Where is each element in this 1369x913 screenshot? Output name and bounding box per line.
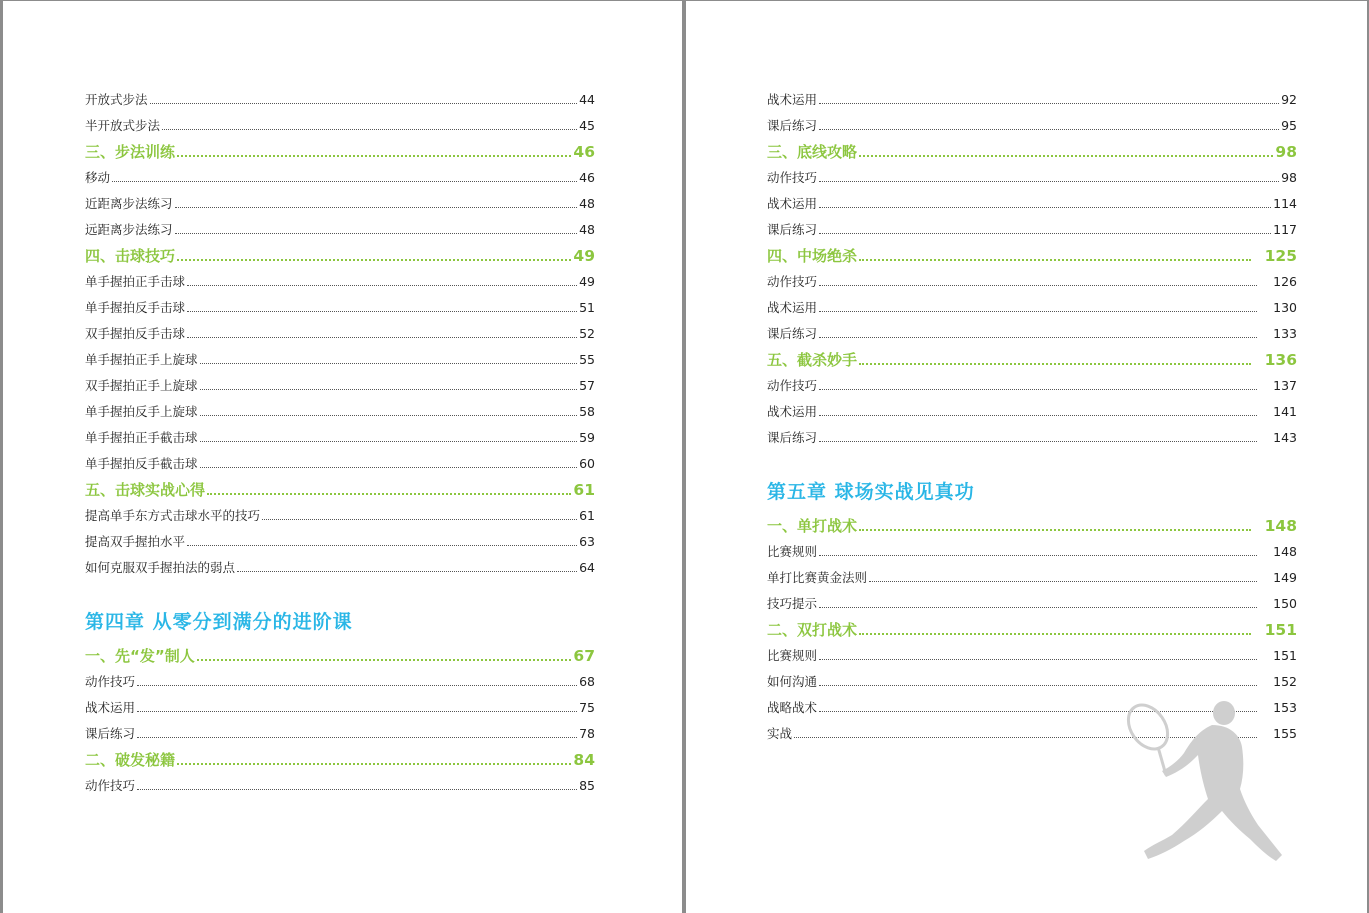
toc-entry-title: 一、单打战术 (767, 517, 858, 535)
toc-page-number: 46 (579, 170, 595, 185)
toc-entry-title: 远距离步法练习 (85, 222, 173, 237)
toc-page-number: 58 (579, 404, 595, 419)
toc-entry-title: 移动 (85, 170, 111, 185)
toc-entry-title: 课后练习 (767, 326, 818, 341)
toc-page-number: 155 (1273, 726, 1297, 741)
dot-leader (187, 310, 577, 312)
toc-entry-title: 技巧提示 (767, 596, 818, 611)
toc-entry-title: 四、中场绝杀 (767, 247, 858, 265)
toc-entry-title: 课后练习 (85, 726, 136, 741)
toc-page-number: 141 (1273, 404, 1297, 419)
toc-page-number: 51 (579, 300, 595, 315)
toc-page-number: 45 (579, 118, 595, 133)
toc-entry[interactable] (85, 191, 595, 217)
toc-entry[interactable] (85, 373, 595, 399)
toc-page-number: 68 (579, 674, 595, 689)
toc-entry[interactable] (767, 295, 1297, 321)
toc-entry-title: 课后练习 (767, 222, 818, 237)
dot-leader (200, 388, 578, 390)
toc-page-number: 137 (1273, 378, 1297, 393)
toc-page-number: 52 (579, 326, 595, 341)
toc-entry[interactable] (85, 399, 595, 425)
toc-page-number: 114 (1273, 196, 1297, 211)
toc-page-number: 49 (573, 247, 595, 265)
toc-page-number: 55 (579, 352, 595, 367)
dot-leader (859, 154, 1273, 157)
toc-entry[interactable] (767, 565, 1297, 591)
toc-entry[interactable] (767, 373, 1297, 399)
toc-page-number: 85 (579, 778, 595, 793)
toc-page-number: 46 (573, 143, 595, 161)
toc-entry[interactable] (85, 347, 595, 373)
toc-entry-title: 动作技巧 (85, 674, 136, 689)
toc-entry-title: 战术运用 (767, 404, 818, 419)
dot-leader (859, 362, 1251, 365)
toc-entry[interactable] (85, 217, 595, 243)
dot-leader (859, 258, 1251, 261)
dot-leader (819, 658, 1257, 660)
right-page (686, 1, 1367, 913)
toc-chapter-heading[interactable] (85, 607, 595, 637)
toc-list-right (767, 87, 1297, 747)
toc-entry-title: 双手握拍正手上旋球 (85, 378, 198, 393)
toc-page-number: 49 (579, 274, 595, 289)
toc-entry-title: 单手握拍反手截击球 (85, 456, 198, 471)
toc-entry[interactable] (767, 425, 1297, 451)
toc-entry-title: 战略战术 (767, 700, 818, 715)
toc-page-number: 63 (579, 534, 595, 549)
toc-page-number: 92 (1281, 92, 1297, 107)
toc-entry-title: 单手握拍正手击球 (85, 274, 186, 289)
toc-entry-title: 动作技巧 (767, 170, 818, 185)
toc-entry[interactable] (767, 165, 1297, 191)
toc-entry[interactable] (85, 529, 595, 555)
dot-leader (262, 518, 577, 520)
toc-entry[interactable] (85, 695, 595, 721)
toc-entry-title: 单手握拍正手上旋球 (85, 352, 198, 367)
dot-leader (137, 710, 577, 712)
dot-leader (859, 632, 1251, 635)
toc-page-number: 84 (573, 751, 595, 769)
toc-page-number: 48 (579, 222, 595, 237)
toc-entry[interactable] (85, 773, 595, 799)
toc-page-number: 57 (579, 378, 595, 393)
toc-entry-title: 三、底线攻略 (767, 143, 858, 161)
dot-leader (859, 528, 1251, 531)
toc-page-number: 64 (579, 560, 595, 575)
toc-entry[interactable] (767, 269, 1297, 295)
toc-entry[interactable] (85, 269, 595, 295)
dot-leader (162, 128, 577, 130)
dot-leader (137, 788, 577, 790)
toc-chapter-heading[interactable] (767, 477, 1297, 507)
toc-entry[interactable] (85, 503, 595, 529)
toc-page-number: 95 (1281, 118, 1297, 133)
toc-page-number: 48 (579, 196, 595, 211)
dot-leader (187, 284, 577, 286)
toc-entry-title: 提高单手东方式击球水平的技巧 (85, 508, 261, 523)
toc-page-number: 61 (579, 508, 595, 523)
dot-leader (819, 206, 1271, 208)
toc-entry[interactable] (85, 113, 595, 139)
dot-leader (819, 102, 1279, 104)
toc-entry-title: 单打比赛黄金法则 (767, 570, 868, 585)
toc-entry-title: 课后练习 (767, 118, 818, 133)
toc-page-number: 78 (579, 726, 595, 741)
toc-section-entry[interactable] (767, 243, 1297, 269)
toc-page-number: 126 (1273, 274, 1297, 289)
toc-page-number: 125 (1264, 247, 1297, 265)
toc-page-number: 143 (1273, 430, 1297, 445)
toc-entry-title: 二、破发秘籍 (85, 751, 176, 769)
toc-entry-title: 动作技巧 (85, 778, 136, 793)
toc-entry[interactable] (767, 591, 1297, 617)
toc-entry[interactable] (767, 321, 1297, 347)
toc-section-entry[interactable] (767, 513, 1297, 539)
toc-entry[interactable] (767, 113, 1297, 139)
toc-entry[interactable] (767, 643, 1297, 669)
toc-entry-title: 实战 (767, 726, 793, 741)
toc-page-number: 133 (1273, 326, 1297, 341)
dot-leader (819, 388, 1257, 390)
toc-entry[interactable] (85, 721, 595, 747)
dot-leader (177, 258, 571, 261)
toc-entry-title: 第五章 球场实战见真功 (767, 481, 975, 503)
left-page (3, 1, 682, 913)
toc-section-entry[interactable] (85, 243, 595, 269)
toc-entry-title: 双手握拍反手击球 (85, 326, 186, 341)
dot-leader (197, 658, 572, 661)
dot-leader (819, 310, 1257, 312)
toc-entry-title: 比赛规则 (767, 544, 818, 559)
toc-entry-title: 战术运用 (767, 92, 818, 107)
toc-page-number: 153 (1273, 700, 1297, 715)
toc-section-entry[interactable] (85, 747, 595, 773)
dot-leader (819, 180, 1279, 182)
dot-leader (112, 180, 577, 182)
dot-leader (819, 554, 1257, 556)
toc-page-number: 148 (1264, 517, 1297, 535)
toc-entry-title: 近距离步法练习 (85, 196, 173, 211)
toc-entry-title: 四、击球技巧 (85, 247, 176, 265)
toc-page-number: 150 (1273, 596, 1297, 611)
toc-list-left (85, 87, 595, 799)
toc-page-number: 151 (1273, 648, 1297, 663)
toc-page-number: 152 (1273, 674, 1297, 689)
toc-entry-title: 课后练习 (767, 430, 818, 445)
toc-entry-title: 动作技巧 (767, 378, 818, 393)
toc-page-number: 61 (573, 481, 595, 499)
dot-leader (819, 414, 1257, 416)
toc-page-number: 130 (1273, 300, 1297, 315)
toc-entry-title: 单手握拍正手截击球 (85, 430, 198, 445)
toc-entry[interactable] (767, 399, 1297, 425)
toc-entry-title: 五、击球实战心得 (85, 481, 206, 499)
toc-page-number: 98 (1281, 170, 1297, 185)
dot-leader (200, 414, 578, 416)
dot-leader (175, 206, 578, 208)
toc-section-entry[interactable] (767, 139, 1297, 165)
toc-entry-title: 如何沟通 (767, 674, 818, 689)
dot-leader (177, 762, 571, 765)
dot-leader (150, 102, 578, 104)
toc-entry-title: 战术运用 (767, 300, 818, 315)
toc-entry-title: 五、截杀妙手 (767, 351, 858, 369)
dot-leader (819, 232, 1271, 234)
toc-entry-title: 比赛规则 (767, 648, 818, 663)
toc-page-number: 149 (1273, 570, 1297, 585)
dot-leader (819, 606, 1257, 608)
toc-entry[interactable] (85, 87, 595, 113)
dot-leader (237, 570, 577, 572)
toc-section-entry[interactable] (767, 347, 1297, 373)
toc-entry-title: 开放式步法 (85, 92, 148, 107)
dot-leader (200, 362, 578, 364)
toc-page-number: 98 (1275, 143, 1297, 161)
toc-entry-title: 半开放式步法 (85, 118, 161, 133)
toc-entry[interactable] (85, 321, 595, 347)
toc-page-number: 75 (579, 700, 595, 715)
toc-page-number: 151 (1264, 621, 1297, 639)
toc-section-entry[interactable] (85, 643, 595, 669)
dot-leader (200, 466, 578, 468)
toc-entry-title: 一、先“发”制人 (85, 647, 195, 665)
toc-entry[interactable] (767, 539, 1297, 565)
toc-entry[interactable] (767, 217, 1297, 243)
dot-leader (819, 440, 1257, 442)
dot-leader (819, 284, 1257, 286)
toc-entry-title: 第四章 从零分到满分的进阶课 (85, 611, 353, 633)
toc-entry-title: 动作技巧 (767, 274, 818, 289)
toc-section-entry[interactable] (85, 477, 595, 503)
dot-leader (137, 684, 577, 686)
dot-leader (187, 544, 577, 546)
toc-entry-title: 三、步法训练 (85, 143, 176, 161)
dot-leader (819, 128, 1279, 130)
toc-entry[interactable] (85, 425, 595, 451)
toc-entry-title: 单手握拍反手上旋球 (85, 404, 198, 419)
toc-page-number: 67 (573, 647, 595, 665)
toc-entry[interactable] (85, 165, 595, 191)
toc-page-number: 44 (579, 92, 595, 107)
toc-page-number: 60 (579, 456, 595, 471)
tennis-player-silhouette-icon (1126, 691, 1366, 871)
toc-entry-title: 提高双手握拍水平 (85, 534, 186, 549)
toc-page-number: 136 (1264, 351, 1297, 369)
toc-entry[interactable] (85, 295, 595, 321)
toc-entry-title: 如何克服双手握拍法的弱点 (85, 560, 236, 575)
toc-entry[interactable] (85, 555, 595, 581)
toc-entry-title: 二、双打战术 (767, 621, 858, 639)
toc-entry-title: 战术运用 (767, 196, 818, 211)
toc-page-number: 148 (1273, 544, 1297, 559)
dot-leader (869, 580, 1257, 582)
toc-section-entry[interactable] (85, 139, 595, 165)
toc-page-number: 117 (1273, 222, 1297, 237)
dot-leader (819, 336, 1257, 338)
toc-entry[interactable] (85, 451, 595, 477)
toc-entry[interactable] (767, 87, 1297, 113)
toc-entry-title: 战术运用 (85, 700, 136, 715)
toc-entry[interactable] (767, 191, 1297, 217)
dot-leader (207, 492, 571, 495)
dot-leader (137, 736, 577, 738)
toc-page-number: 59 (579, 430, 595, 445)
toc-entry[interactable] (85, 669, 595, 695)
dot-leader (175, 232, 578, 234)
toc-section-entry[interactable] (767, 617, 1297, 643)
dot-leader (819, 684, 1257, 686)
dot-leader (200, 440, 578, 442)
dot-leader (187, 336, 577, 338)
toc-entry-title: 单手握拍反手击球 (85, 300, 186, 315)
dot-leader (177, 154, 571, 157)
